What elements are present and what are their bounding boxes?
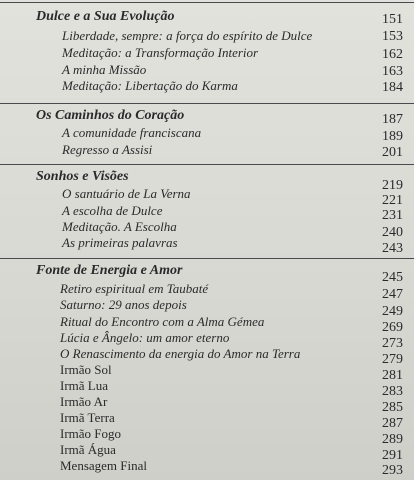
toc-page-number: 231 <box>382 208 403 223</box>
toc-page-number: 240 <box>382 225 403 240</box>
toc-page-number: 184 <box>382 80 403 95</box>
toc-page-number: 291 <box>382 448 403 463</box>
toc-entry: Meditação: Libertação do Karma <box>62 78 238 93</box>
toc-entry: Irmão Sol <box>60 362 112 377</box>
toc-page-number: 243 <box>382 241 403 256</box>
toc-entry: A escolha de Dulce <box>62 203 163 218</box>
section-title: Os Caminhos do Coração <box>36 108 185 123</box>
toc-entry: Meditação. A Escolha <box>62 219 177 234</box>
section-divider <box>0 2 414 3</box>
toc-entry: Regresso a Assisi <box>62 142 153 157</box>
section-title: Fonte de Energia e Amor <box>36 263 183 278</box>
toc-entry: Mensagem Final <box>60 458 148 473</box>
toc-page-number: 249 <box>382 304 403 319</box>
toc-page-number: 293 <box>382 463 403 478</box>
toc-entry: Saturno: 29 anos depois <box>60 297 187 312</box>
section-page-number: 219 <box>382 178 403 193</box>
section-title: Dulce e a Sua Evolução <box>36 9 175 24</box>
section-divider <box>0 258 414 259</box>
toc-page-number: 287 <box>382 416 403 431</box>
toc-entry: Irmão Fogo <box>60 426 122 441</box>
toc-entry: Irmã Terra <box>60 410 115 425</box>
toc-page-number: 269 <box>382 320 403 335</box>
section-page-number: 245 <box>382 270 403 285</box>
toc-page-number: 281 <box>382 368 403 383</box>
toc-entry: A minha Missão <box>62 62 147 77</box>
toc-entry: A comunidade franciscana <box>62 125 202 140</box>
toc-entry: Irmão Ar <box>60 394 108 409</box>
toc-page-number: 153 <box>382 29 403 44</box>
section-divider <box>0 103 414 104</box>
toc-page-number: 247 <box>382 287 403 302</box>
toc-page-number: 285 <box>382 400 403 415</box>
toc-entry: Retiro espiritual em Taubaté <box>60 281 209 296</box>
section-divider <box>0 164 414 165</box>
section-page-number: 187 <box>382 112 403 127</box>
toc-entry: O Renascimento da energia do Amor na Terra <box>60 346 301 361</box>
section-title: Sonhos e Visões <box>36 169 129 184</box>
toc-page-number: 273 <box>382 336 403 351</box>
toc-page-number: 162 <box>382 47 403 62</box>
toc-entry: O santuário de La Verna <box>62 186 191 201</box>
toc-entry: Irmã Água <box>60 442 116 457</box>
toc-entry: Irmã Lua <box>60 378 109 393</box>
toc-entry: As primeiras palavras <box>62 235 178 250</box>
toc-entry: Ritual do Encontro com a Alma Gémea <box>60 314 265 329</box>
toc-page-number: 163 <box>382 64 403 79</box>
toc-page-number: 283 <box>382 384 403 399</box>
toc-page-number: 221 <box>382 193 403 208</box>
toc-page-number: 189 <box>382 129 403 144</box>
toc-entry: Lúcia e Ângelo: um amor eterno <box>60 330 230 345</box>
section-page-number: 151 <box>382 12 403 27</box>
toc-page-number: 201 <box>382 145 403 160</box>
toc-page-number: 279 <box>382 352 403 367</box>
toc-entry: Liberdade, sempre: a força do espírito de Dulce <box>62 28 313 43</box>
toc-entry: Meditação: a Transformação Interior <box>62 45 259 60</box>
toc-page-number: 289 <box>382 432 403 447</box>
